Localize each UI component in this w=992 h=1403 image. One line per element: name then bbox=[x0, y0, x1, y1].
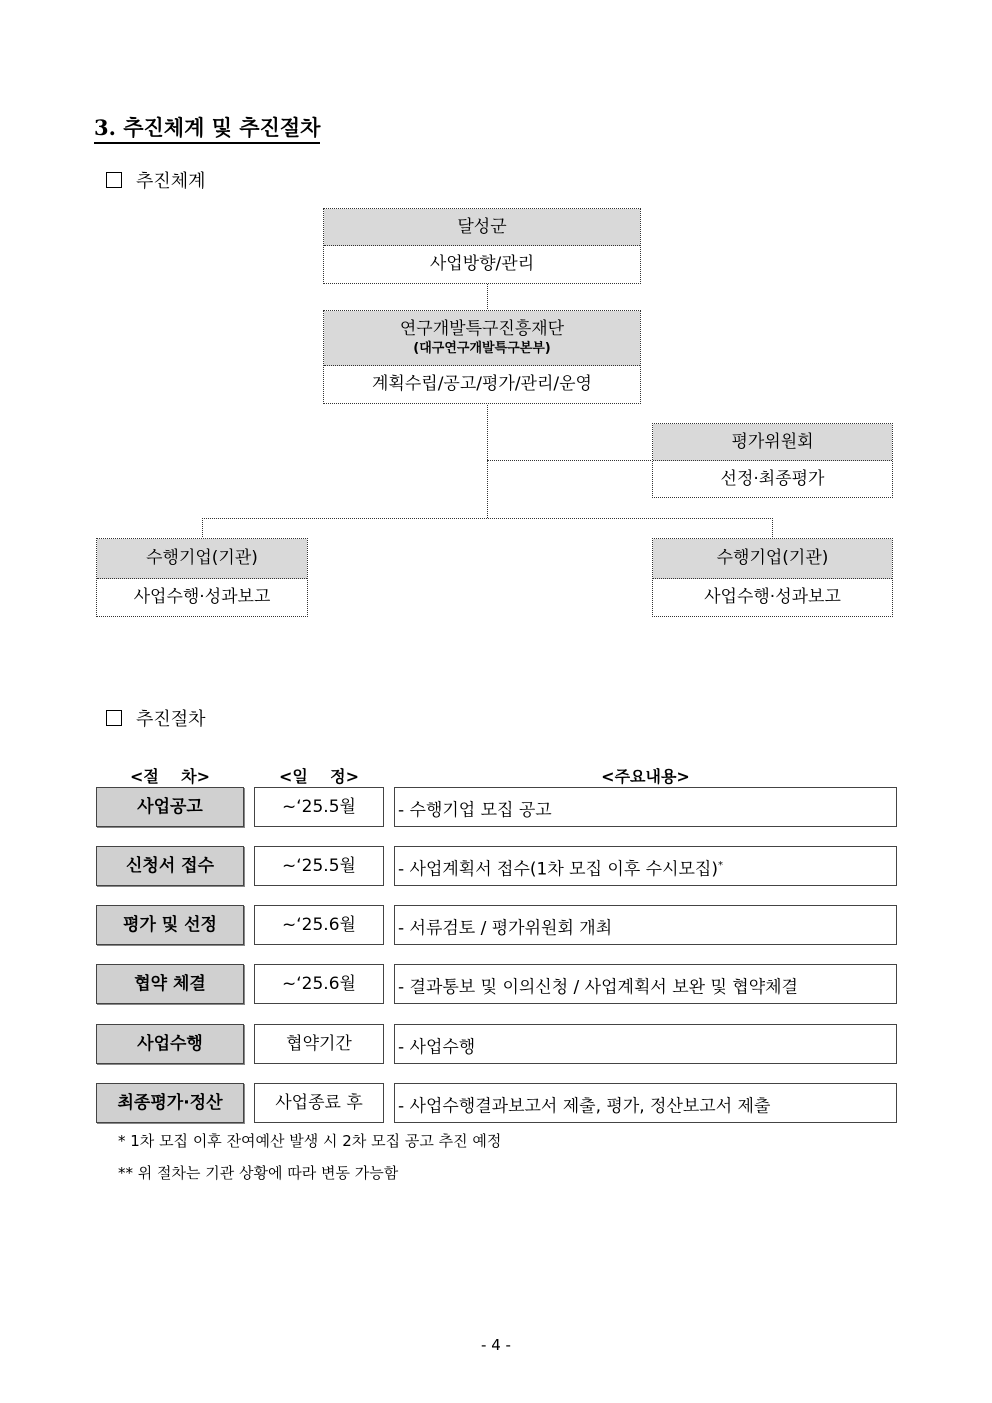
connector-line bbox=[202, 518, 773, 519]
footnote: * 1차 모집 이후 잔여예산 발생 시 2차 모집 공고 추진 예정 bbox=[118, 1132, 502, 1150]
org-node-subtitle: (대구연구개발특구본부) bbox=[413, 341, 551, 356]
procedure-content-text: - 사업계획서 접수(1차 모집 이후 수시모집) bbox=[398, 859, 718, 880]
section-title: 3. 추진체계 및 추진절차 bbox=[94, 114, 320, 144]
column-header-step: <절 차> bbox=[129, 767, 210, 786]
org-node-role: 선정·최종평가 bbox=[720, 469, 825, 489]
org-node-role: 사업방향/관리 bbox=[429, 254, 535, 274]
checkbox-icon bbox=[106, 172, 122, 188]
procedure-content bbox=[394, 787, 897, 827]
footnote: ** 위 절차는 기관 상황에 따라 변동 가능함 bbox=[118, 1164, 399, 1182]
procedure-step: 협약 체결 bbox=[96, 964, 244, 1004]
procedure-content bbox=[394, 1024, 897, 1064]
procedure-content-text: - 서류검토 / 평가위원회 개최 bbox=[398, 918, 613, 939]
procedure-content-text: - 결과통보 및 이의신청 / 사업계획서 보완 및 협약체결 bbox=[398, 977, 798, 998]
procedure-step: 신청서 접수 bbox=[96, 846, 244, 886]
org-node-performer-right bbox=[652, 538, 893, 617]
procedure-schedule: 사업종료 후 bbox=[254, 1083, 384, 1123]
procedure-content-text: - 사업수행 bbox=[398, 1037, 476, 1058]
org-node-title: 수행기업(기관) bbox=[653, 539, 892, 579]
procedure-content bbox=[394, 964, 897, 1004]
column-header-content: <주요내용> bbox=[601, 767, 690, 786]
org-node-role: 사업수행·성과보고 bbox=[704, 587, 841, 607]
procedure-schedule: ~‘25.6월 bbox=[254, 905, 384, 945]
org-node-top bbox=[323, 208, 641, 284]
footnote-marker: * bbox=[718, 860, 723, 871]
procedure-step: 최종평가·정산 bbox=[96, 1083, 244, 1123]
org-node-performer-left bbox=[96, 538, 308, 617]
connector-line bbox=[487, 460, 653, 461]
procedure-step: 사업수행 bbox=[96, 1024, 244, 1064]
org-node-header bbox=[324, 311, 640, 366]
proc-heading-label: 추진절차 bbox=[136, 709, 206, 730]
checkbox-icon bbox=[106, 710, 122, 726]
connector-line bbox=[487, 283, 488, 311]
procedure-schedule: ~‘25.5월 bbox=[254, 787, 384, 827]
column-header-schedule: <일 정> bbox=[278, 767, 359, 786]
org-node-title: 수행기업(기관) bbox=[97, 539, 307, 579]
procedure-content-text: - 수행기업 모집 공고 bbox=[398, 800, 552, 821]
procedure-step: 평가 및 선정 bbox=[96, 905, 244, 945]
procedure-step: 사업공고 bbox=[96, 787, 244, 827]
org-node-foundation bbox=[323, 310, 641, 404]
connector-line bbox=[772, 518, 773, 539]
page-number: - 4 - bbox=[481, 1336, 511, 1354]
org-node-title: 평가위원회 bbox=[653, 424, 892, 461]
procedure-content bbox=[394, 846, 897, 886]
procedure-content bbox=[394, 1083, 897, 1123]
org-node-title: 달성군 bbox=[324, 209, 640, 246]
org-node-title: 연구개발특구진흥재단 bbox=[399, 319, 565, 339]
org-node-role: 사업수행·성과보고 bbox=[133, 587, 271, 607]
org-node-role: 계획수립/공고/평가/관리/운영 bbox=[372, 374, 592, 394]
procedure-schedule: 협약기간 bbox=[254, 1024, 384, 1064]
procedure-schedule: ~‘25.5월 bbox=[254, 846, 384, 886]
org-node-committee bbox=[652, 423, 893, 498]
procedure-schedule: ~‘25.6월 bbox=[254, 964, 384, 1004]
proc-heading bbox=[106, 708, 206, 732]
procedure-content bbox=[394, 905, 897, 945]
org-heading-label: 추진체계 bbox=[136, 171, 206, 192]
procedure-content-text: - 사업수행결과보고서 제출, 평가, 정산보고서 제출 bbox=[398, 1096, 771, 1117]
connector-line bbox=[202, 518, 203, 539]
org-heading bbox=[106, 170, 206, 194]
